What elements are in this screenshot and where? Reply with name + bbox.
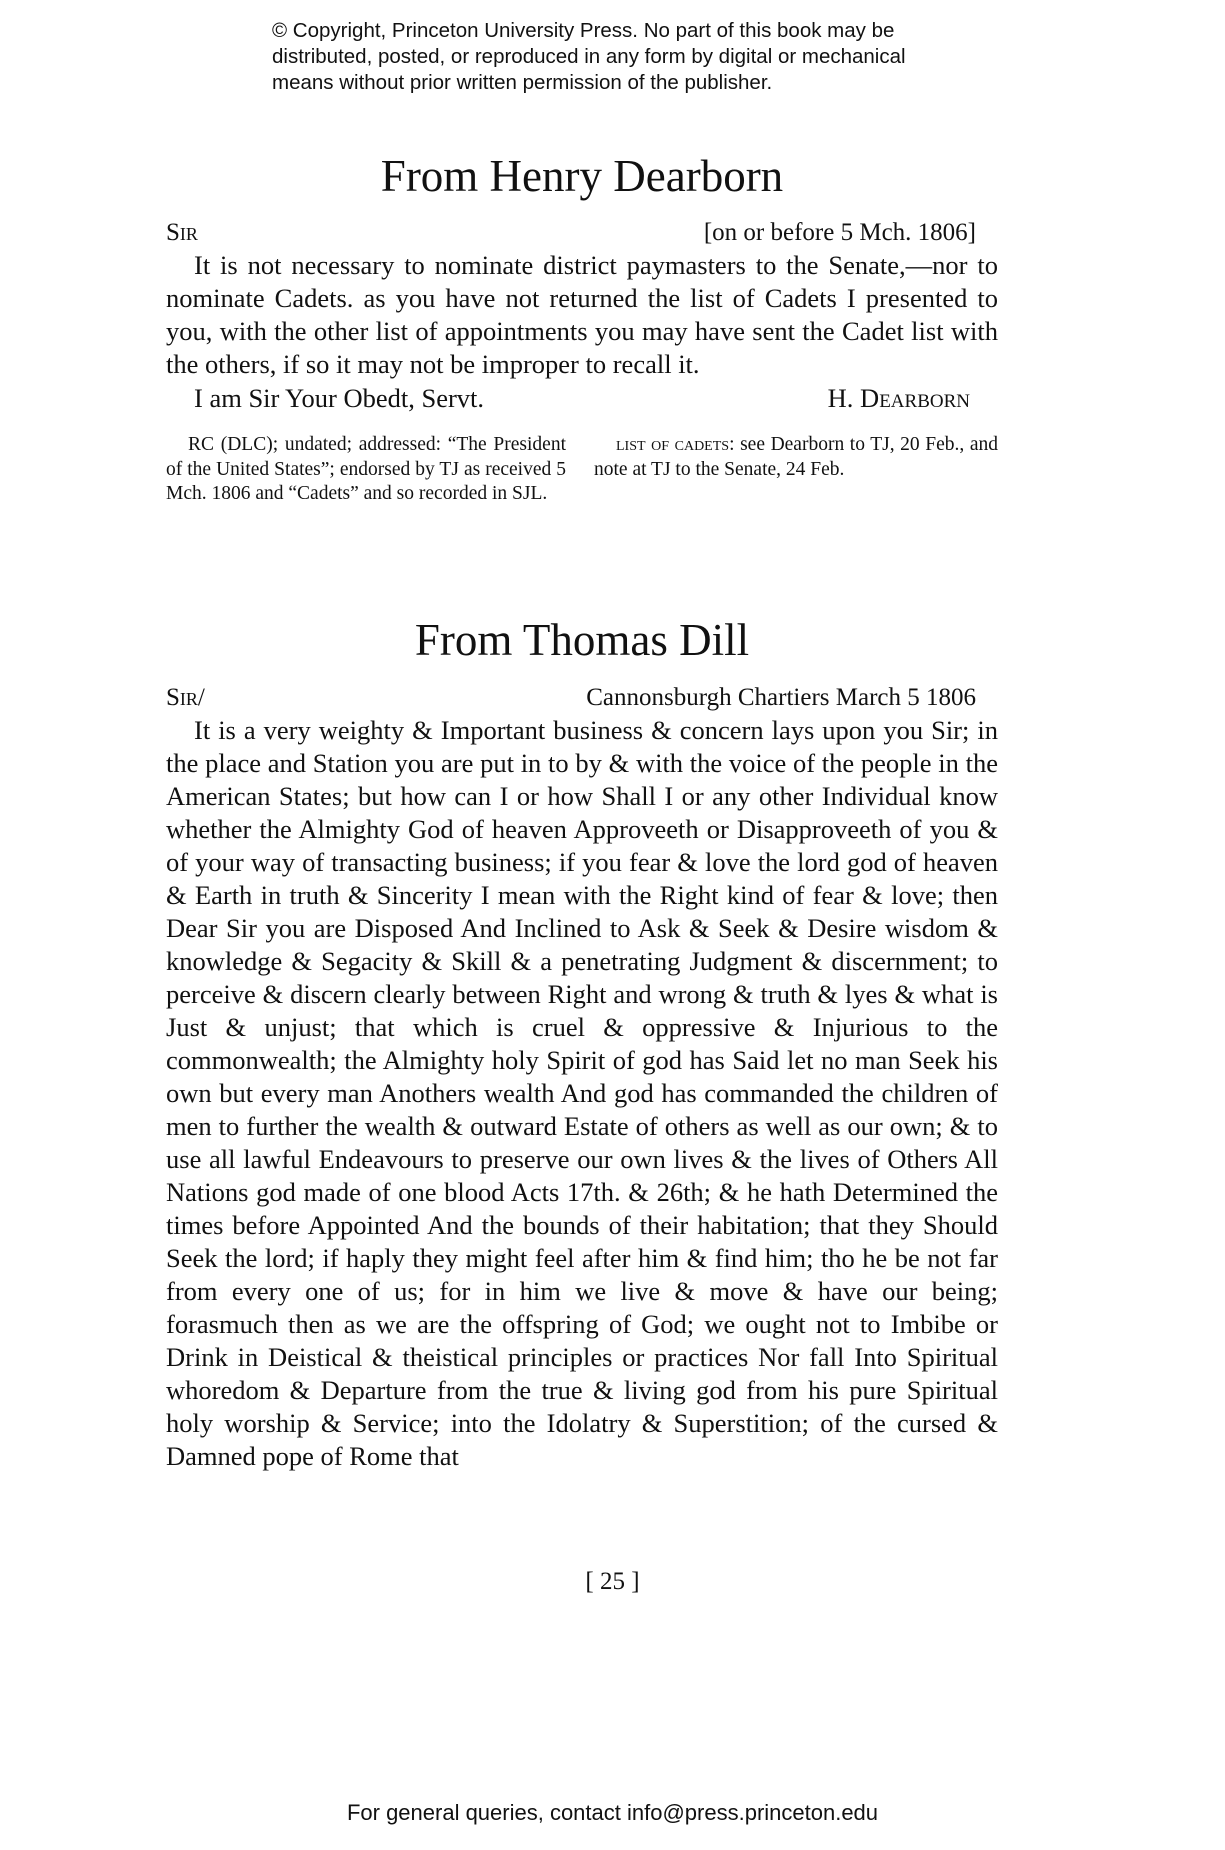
copyright-line: means without prior written permission of the publisher. xyxy=(272,71,773,94)
letter-dearborn xyxy=(166,150,998,504)
closing-line xyxy=(166,381,998,415)
footer-contact: For general queries, contact info@press.princeton.edu xyxy=(346,1800,879,1825)
letter-heading: From Thomas Dill xyxy=(414,615,750,665)
source-note: RC (DLC); undated; addressed: “The President of the United States”; endorsed by TJ as received 5 Mch. 1806 and “Cadets” and so recorded in SJL. xyxy=(166,434,566,504)
signature: H. Dearborn xyxy=(827,383,970,413)
annotation-note xyxy=(594,433,998,482)
letter-heading: From Henry Dearborn xyxy=(380,151,784,201)
salutation-line xyxy=(166,681,998,714)
body-paragraph: It is a very weighty & Important business & concern lays upon you Sir; in the place and Station you are put in to by & with the voice of the people in the American States; but how can I or how Shall I or any other Individual know whether the Almighty God of heaven Approveeth or Disapproveeth of you & of your way of transacting business; if you fear & love the lord god of heaven & Earth in truth & Sincerity I mean with the Right kind of fear & love; then Dear Sir you are Disposed And Inclined to Ask & Seek & Desire wisdom & knowledge & Segacity & Skill & a penetrating Judgment & discernment; to perceive & discern clearly between Right and wrong & truth & lyes & what is Just & unjust; that which is cruel & oppressive & Injurious to the commonwealth; the Almighty holy Spirit of god has Said let no man Seek his own but every man Anothers wealth And god has commanded the children of men to further the wealth & outward Estate of others as well as our own; & to use all lawful Endeavours to preserve our own lives & the lives of Others All Nations god made of one blood Acts 17th. & 26th; & he hath Determined the times before Appointed And the bounds of their habitation; that they Should Seek the lord; if haply they might feel after him & find him; tho he be not far from every one of us; for in him we live & move & have our being; forasmuch then as we are the offspring of God; we ought not to Imbibe or Drink in Deistical & theistical principles or practices Nor fall Into Spiritual whoredom & Departure from the true & living god from his pure Spiritual holy worship & Service; into the Idolatry & Superstition; of the cursed & Damned pope of Rome that xyxy=(166,715,998,1471)
note-lead: list of cadets xyxy=(616,434,730,455)
letter-date: Cannonsburgh Chartiers March 5 1806 xyxy=(586,684,976,711)
note-text: : see Dearborn to TJ, 20 Feb., and note at TJ to the Senate, 24 Feb. xyxy=(594,434,998,480)
letter-dill xyxy=(166,614,998,1473)
salutation: Sir/ xyxy=(166,684,205,711)
body-paragraph: It is not necessary to nominate district paymasters to the Senate,—nor to nominate Cadets. as you have not returned the list of Cadets I presented to you, with the other list of appointments you may have sent the Cadet list with the others, if so it may not be improper to recall it. xyxy=(166,250,998,379)
copyright-notice xyxy=(272,18,992,96)
salutation: Sir xyxy=(166,219,198,246)
letter-date: [on or before 5 Mch. 1806] xyxy=(703,219,976,246)
closing: I am Sir Your Obedt, Servt. xyxy=(194,383,485,413)
page-number: [ 25 ] xyxy=(585,1568,640,1595)
letter-body xyxy=(166,714,998,1473)
letter-body xyxy=(166,249,998,381)
copyright-line: © Copyright, Princeton University Press. No part of this book may be xyxy=(272,19,895,42)
copyright-line: distributed, posted, or reproduced in any form by digital or mechanical xyxy=(272,45,906,68)
salutation-line xyxy=(166,216,998,249)
